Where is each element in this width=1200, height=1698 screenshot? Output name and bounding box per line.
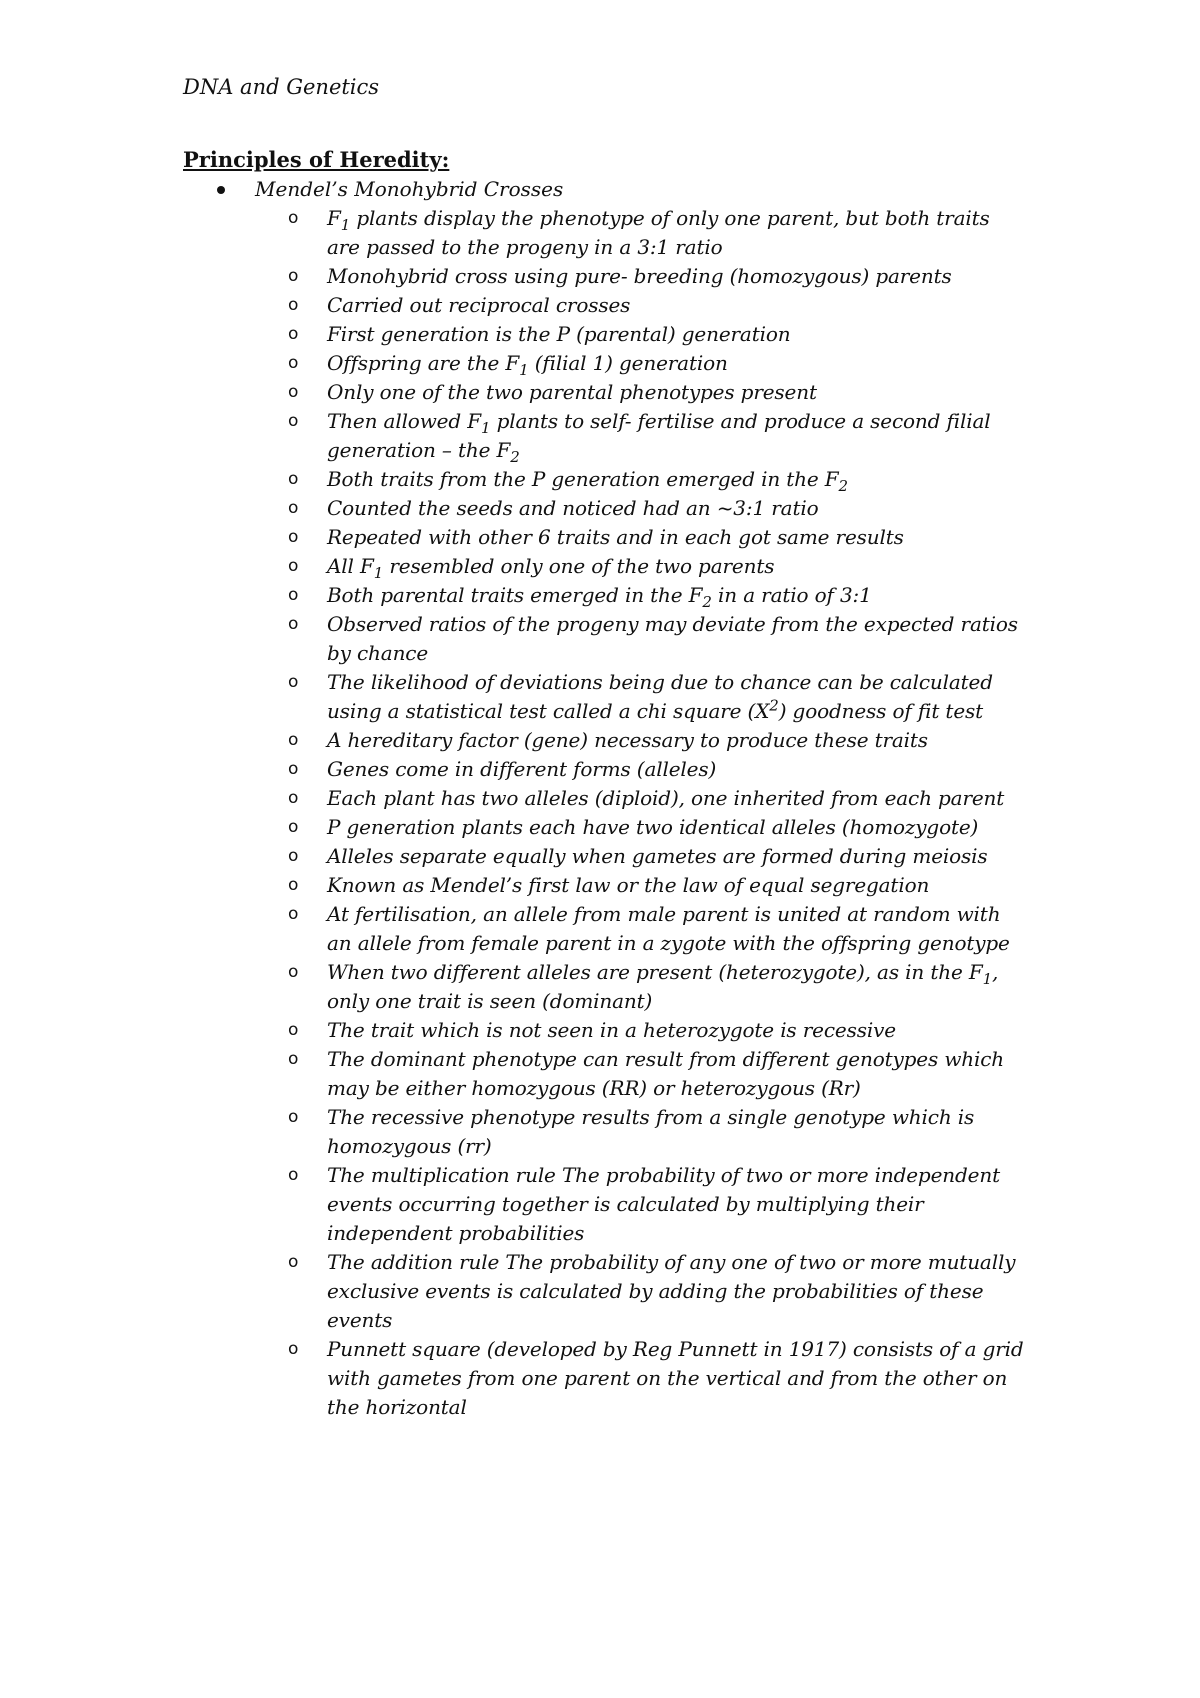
list-item-text <box>327 815 978 839</box>
list-item <box>255 1016 1027 1045</box>
list-item-text <box>327 409 991 466</box>
subscript: 2 <box>510 448 520 466</box>
page-header: DNA and Genetics <box>183 75 380 99</box>
circle-bullet-icon: o <box>288 556 299 576</box>
circle-bullet-icon: o <box>288 904 299 924</box>
list-item-text <box>327 293 630 317</box>
list-item <box>255 204 1027 262</box>
text-run: plants display the phenotype of only one parent, but both traits are passed to the progeny in a 3:1 ratio <box>327 206 990 259</box>
list-item <box>255 900 1027 958</box>
circle-bullet-icon: o <box>288 759 299 779</box>
list-item <box>255 262 1027 291</box>
list-item <box>255 523 1027 552</box>
list-item <box>255 349 1027 378</box>
text-run: Monohybrid cross using pure- breeding (homozygous) parents <box>327 264 952 288</box>
list-item-text <box>327 525 904 549</box>
text-run: The multiplication rule The probability of two or more independent events occurring together is calculated by multiplying their independent probabilities <box>327 1163 1000 1245</box>
list-item <box>255 813 1027 842</box>
list-item <box>255 1248 1027 1335</box>
text-run: Counted the seeds and noticed had an ~3:1 ratio <box>327 496 819 520</box>
disc-bullet-icon <box>217 186 225 194</box>
circle-bullet-icon: o <box>288 1252 299 1272</box>
list-item-text <box>327 1250 1015 1332</box>
text-run: When two different alleles are present (heterozygote), as in the F <box>327 960 983 984</box>
text-run: The trait which is not seen in a heterozygote is recessive <box>327 1018 896 1042</box>
text-run: The recessive phenotype results from a single genotype which is homozygous (rr) <box>327 1105 975 1158</box>
circle-bullet-icon: o <box>288 585 299 605</box>
subscript: 1 <box>982 970 992 988</box>
list-item <box>255 1335 1027 1422</box>
text-run: The addition rule The probability of any one of two or more mutually exclusive events is calculated by adding the probabilities of these events <box>327 1250 1016 1332</box>
list-item-text <box>327 264 952 288</box>
list-item <box>255 1161 1027 1248</box>
circle-bullet-icon: o <box>288 1339 299 1359</box>
text-run: Carried out reciprocal crosses <box>327 293 631 317</box>
circle-bullet-icon: o <box>288 1049 299 1069</box>
list-item <box>255 552 1027 581</box>
list-item-text <box>327 554 775 582</box>
sub-bullet-list <box>255 204 1083 1422</box>
text-run: First generation is the P (parental) generation <box>327 322 791 346</box>
circle-bullet-icon: o <box>288 875 299 895</box>
list-item-text <box>327 583 872 611</box>
subscript: 1 <box>480 419 491 437</box>
text-run: At fertilisation, an allele from male parent is united at random with an allele from female parent in a zygote with the offspring genotype <box>327 902 1010 955</box>
circle-bullet-icon: o <box>288 672 299 692</box>
subscript: 1 <box>340 216 351 234</box>
text-run: , only one trait is seen (dominant) <box>327 960 999 1013</box>
text-run: Alleles separate equally when gametes are formed during meiosis <box>327 844 988 868</box>
circle-bullet-icon: o <box>288 469 299 489</box>
list-item-text <box>327 351 728 379</box>
list-item <box>255 958 1027 1016</box>
list-item-text <box>327 873 929 897</box>
section-title: Principles of Heredity: <box>183 147 450 172</box>
circle-bullet-icon: o <box>288 817 299 837</box>
list-item-text <box>327 496 818 520</box>
text-run: Both parental traits emerged in the F <box>327 583 703 607</box>
circle-bullet-icon: o <box>288 208 299 228</box>
circle-bullet-icon: o <box>288 614 299 634</box>
text-run: ) goodness of fit test <box>778 699 984 723</box>
circle-bullet-icon: o <box>288 730 299 750</box>
list-item-text <box>327 1337 1024 1419</box>
list-item-text <box>327 380 817 404</box>
text-run: Punnett square (developed by Reg Punnett in 1917) consists of a grid with gametes from one parent on the vertical and from the other on the horizontal <box>327 1337 1024 1419</box>
text-run: Observed ratios of the progeny may deviate from the expected ratios by chance <box>327 612 1018 665</box>
subscript: 2 <box>702 593 712 611</box>
text-run: (filial 1) generation <box>528 351 728 375</box>
list-item <box>255 1045 1027 1103</box>
list-item-text <box>327 612 1018 665</box>
list-item <box>255 465 1027 494</box>
list-item-text <box>327 902 1010 955</box>
list-item <box>255 407 1027 465</box>
list-item <box>255 784 1027 813</box>
circle-bullet-icon: o <box>288 295 299 315</box>
list-item <box>255 610 1027 668</box>
list-item-text <box>327 1018 896 1042</box>
list-item-text <box>327 322 790 346</box>
text-run: The likelihood of deviations being due to chance can be calculated using a statistical test called a chi square (X <box>327 670 993 723</box>
list-item <box>255 1103 1027 1161</box>
list-item-text <box>327 960 998 1013</box>
subscript: 1 <box>519 361 529 379</box>
list-item <box>255 755 1027 784</box>
text-run: The dominant phenotype can result from different genotypes which may be either homozygous (RR) or heterozygous (Rr) <box>327 1047 1005 1100</box>
text-run: Both traits from the P generation emerged in the F <box>327 467 839 491</box>
text-run: resembled only one of the two parents <box>383 554 775 578</box>
list-item-text <box>327 757 716 781</box>
list-item <box>255 494 1027 523</box>
text-run: Only one of the two parental phenotypes present <box>327 380 817 404</box>
text-run: in a ratio of 3:1 <box>711 583 872 607</box>
list-item <box>255 320 1027 349</box>
circle-bullet-icon: o <box>288 846 299 866</box>
text-run: All F <box>327 554 374 578</box>
list-item-text <box>327 467 848 495</box>
text-run: A hereditary factor (gene) necessary to produce these traits <box>327 728 928 752</box>
text-run: plants to self- fertilise and produce a second filial generation – the F <box>327 409 991 462</box>
text-run: Known as Mendel’s first law or the law of equal segregation <box>327 873 930 897</box>
text-run: P generation plants each have two identical alleles (homozygote) <box>327 815 979 839</box>
topic-item <box>183 175 1083 1422</box>
list-item-text <box>327 206 990 259</box>
text-run: Offspring are the F <box>327 351 520 375</box>
circle-bullet-icon: o <box>288 1020 299 1040</box>
list-item <box>255 871 1027 900</box>
text-run: Each plant has two alleles (diploid), one inherited from each parent <box>327 786 1005 810</box>
list-item-text <box>327 786 1004 810</box>
circle-bullet-icon: o <box>288 1107 299 1127</box>
circle-bullet-icon: o <box>288 527 299 547</box>
circle-bullet-icon: o <box>288 962 299 982</box>
circle-bullet-icon: o <box>288 382 299 402</box>
list-item-text <box>327 728 928 752</box>
circle-bullet-icon: o <box>288 324 299 344</box>
circle-bullet-icon: o <box>288 353 299 373</box>
text-run: Repeated with other 6 traits and in each got same results <box>327 525 904 549</box>
list-item-text <box>327 1163 1000 1245</box>
list-item <box>255 378 1027 407</box>
list-item <box>255 842 1027 871</box>
circle-bullet-icon: o <box>288 498 299 518</box>
list-item <box>255 291 1027 320</box>
subscript: 2 <box>838 477 848 495</box>
list-item-text <box>327 1105 974 1158</box>
superscript: 2 <box>769 696 779 715</box>
circle-bullet-icon: o <box>288 411 299 431</box>
text-run: Then allowed F <box>327 409 481 433</box>
list-item-text <box>327 670 993 723</box>
list-item <box>255 581 1027 610</box>
list-item-text <box>327 1047 1004 1100</box>
topic-list <box>183 175 1083 1422</box>
list-item-text <box>327 844 988 868</box>
circle-bullet-icon: o <box>288 266 299 286</box>
text-run: Genes come in different forms (alleles) <box>327 757 717 781</box>
circle-bullet-icon: o <box>288 788 299 808</box>
subscript: 1 <box>373 564 384 582</box>
list-item <box>255 726 1027 755</box>
list-item <box>255 668 1027 726</box>
text-run: F <box>327 206 341 230</box>
circle-bullet-icon: o <box>288 1165 299 1185</box>
topic-label: Mendel’s Monohybrid Crosses <box>255 177 564 201</box>
